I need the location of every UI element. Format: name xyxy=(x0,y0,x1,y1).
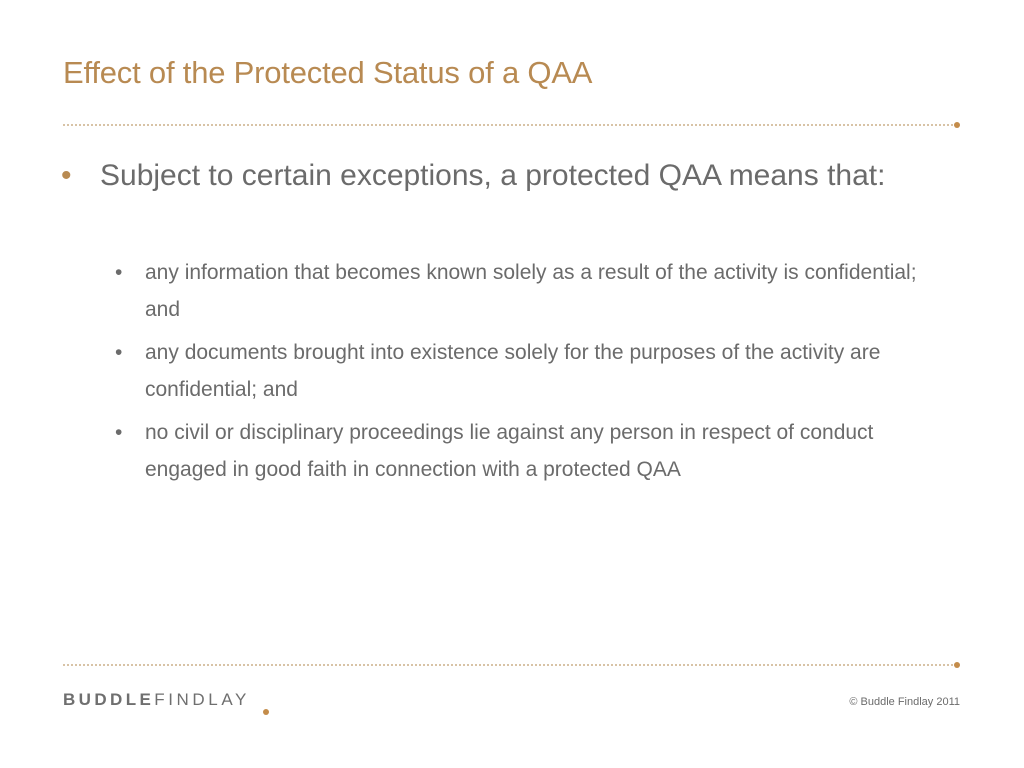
bottom-divider xyxy=(63,664,953,666)
logo-text-light: FINDLAY xyxy=(154,690,250,709)
sub-bullet-text: any information that becomes known solely as a result of the activity is confidential; and xyxy=(145,261,917,321)
bullet-icon: • xyxy=(61,159,72,192)
company-logo xyxy=(63,690,250,714)
copyright-notice: © Buddle Findlay 2011 xyxy=(849,696,960,708)
sub-bullet-text: any documents brought into existence solely for the purposes of the activity are confidential; and xyxy=(145,341,881,401)
sub-bullet-point xyxy=(115,334,945,408)
top-divider-dot xyxy=(954,122,960,128)
top-divider xyxy=(63,124,953,126)
main-bullet-text: Subject to certain exceptions, a protected QAA means that: xyxy=(100,159,886,192)
sub-bullet-point xyxy=(115,254,945,328)
logo-dot-icon xyxy=(263,709,269,715)
logo-text-bold: BUDDLE xyxy=(63,690,155,709)
main-bullet-point xyxy=(61,154,940,198)
bullet-icon: • xyxy=(115,261,123,284)
bullet-icon: • xyxy=(115,421,123,444)
bullet-icon: • xyxy=(115,341,123,364)
sub-bullet-text: no civil or disciplinary proceedings lie against any person in respect of conduct engaged in good faith in connection with a protected QAA xyxy=(145,421,874,481)
slide-title: Effect of the Protected Status of a QAA xyxy=(63,55,593,90)
bottom-divider-dot xyxy=(954,662,960,668)
sub-bullet-point xyxy=(115,414,945,488)
